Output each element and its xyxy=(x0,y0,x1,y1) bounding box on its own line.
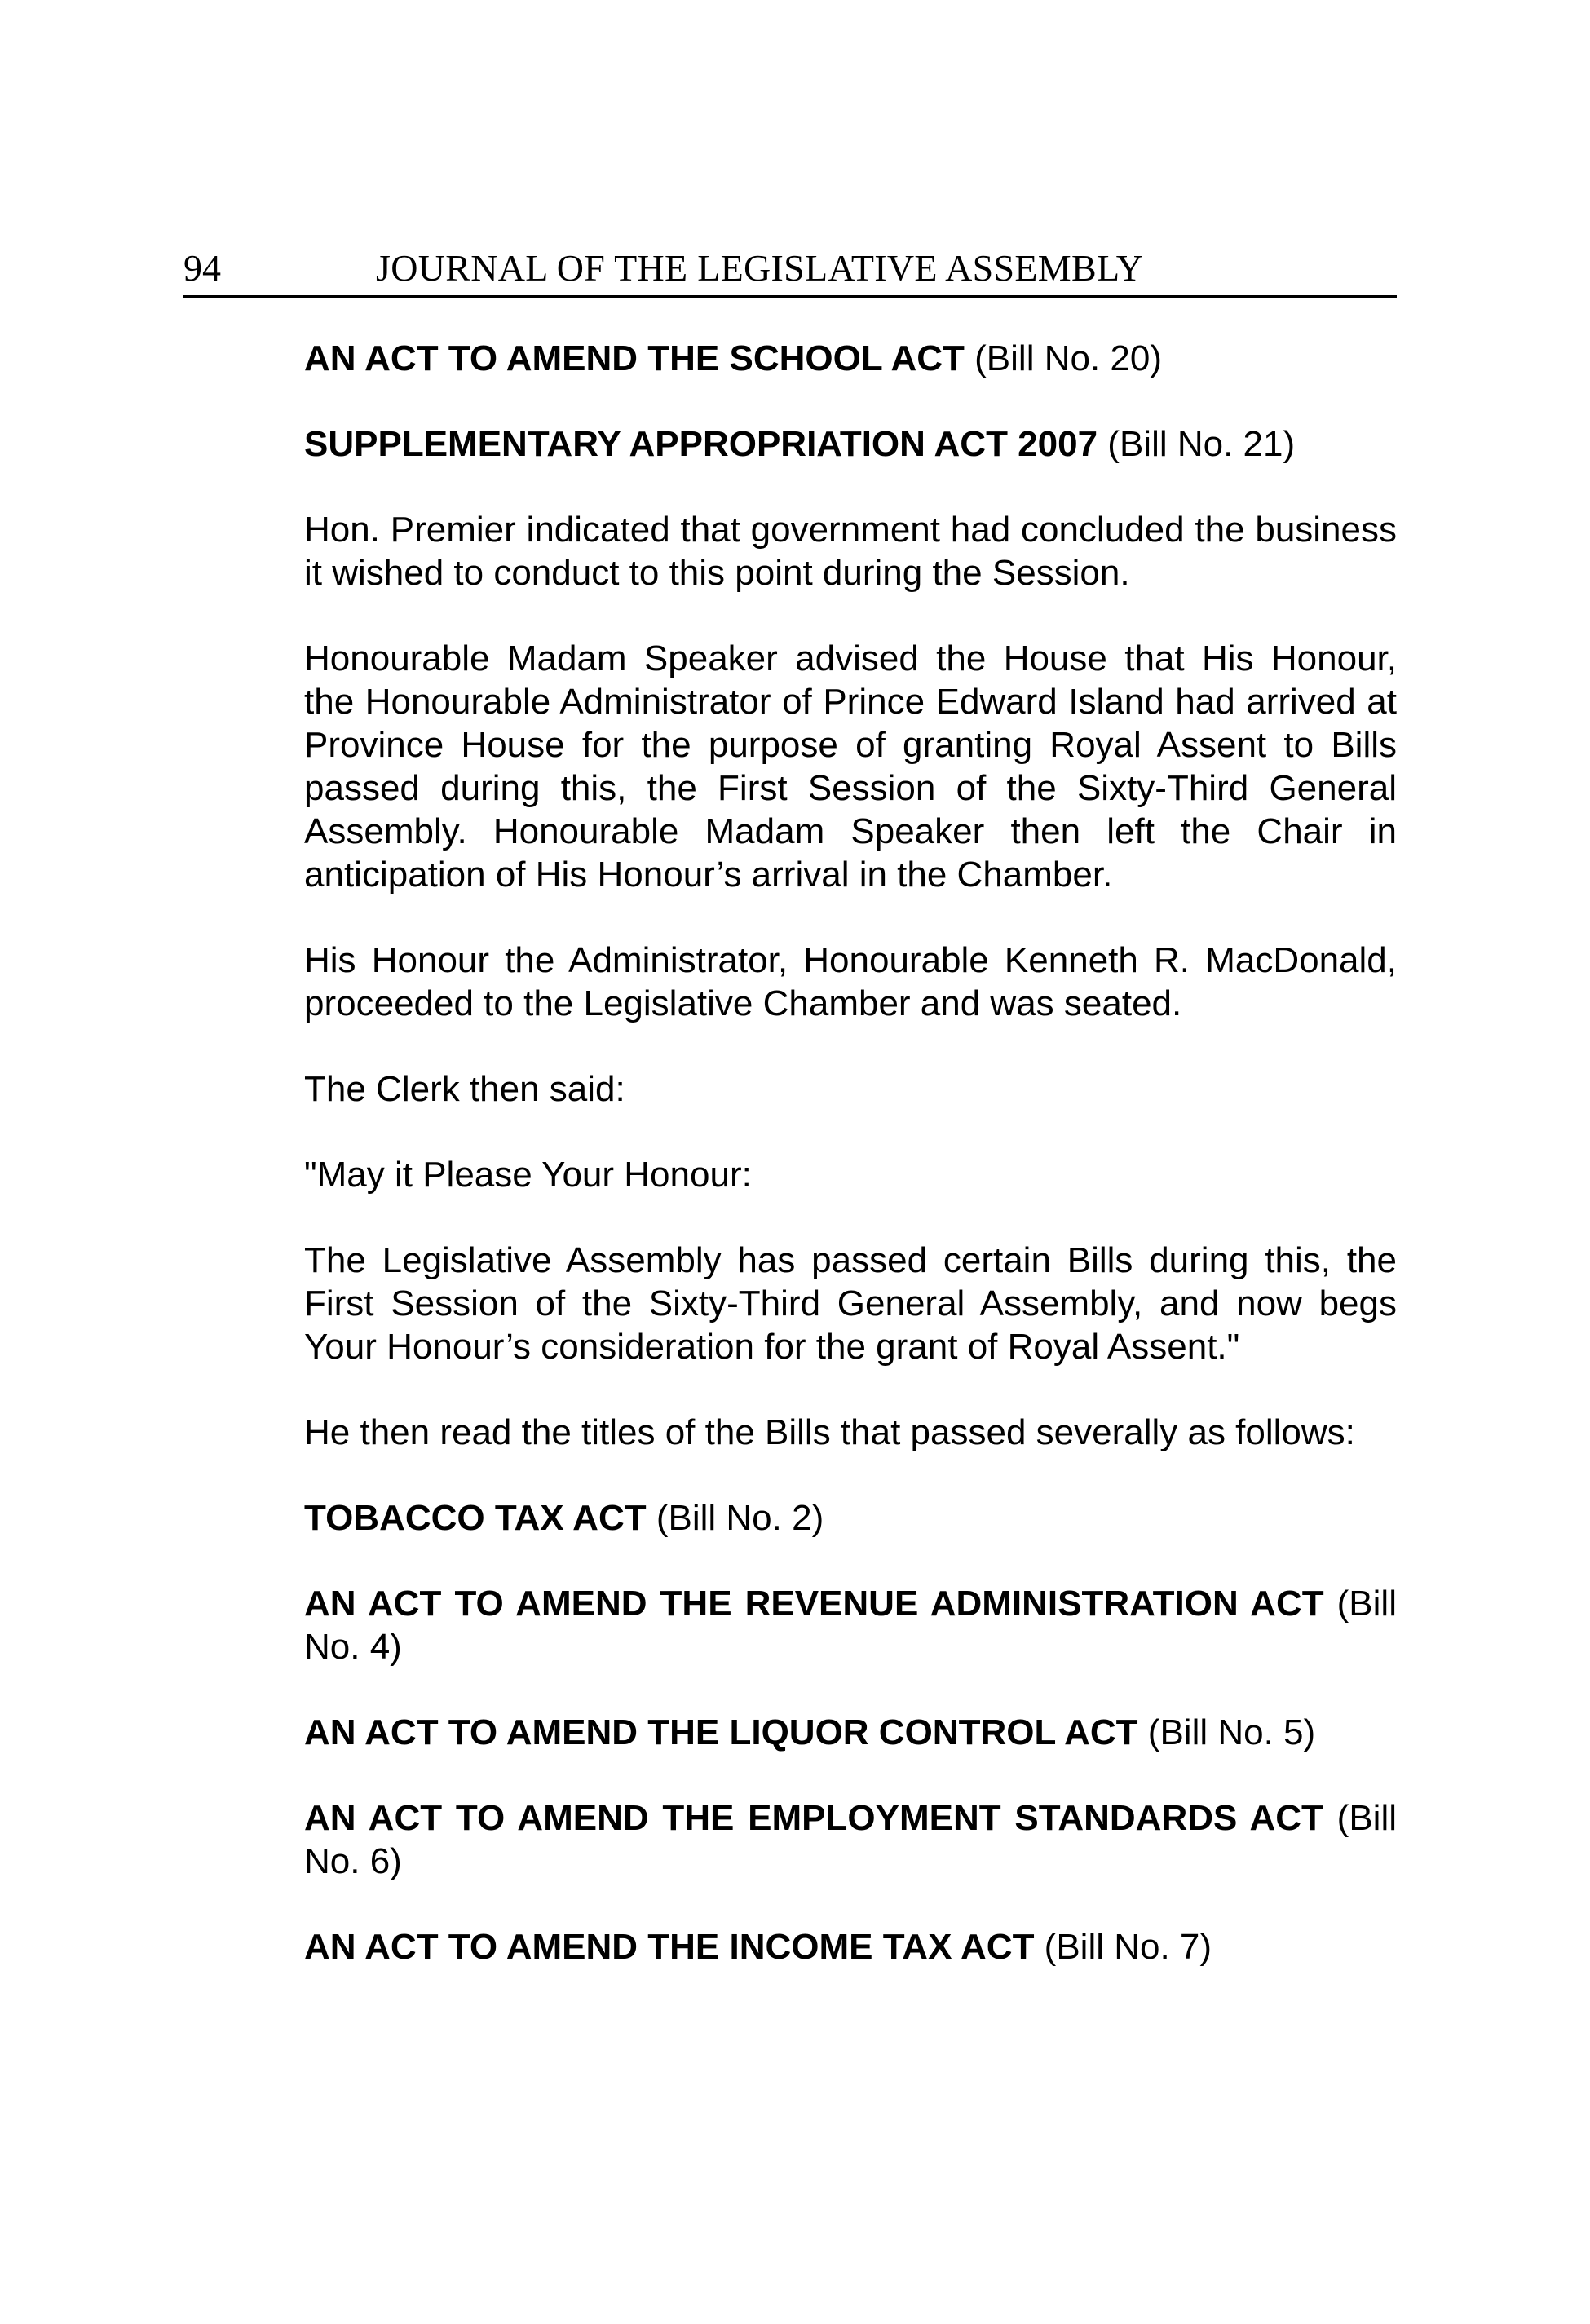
page-number: 94 xyxy=(183,247,221,289)
bill-number: (Bill No. 20) xyxy=(964,338,1162,378)
bill-number: (Bill No. 4) xyxy=(304,1584,1397,1667)
bill-title: AN ACT TO AMEND THE LIQUOR CONTROL ACT xyxy=(304,1712,1138,1752)
bill-number: (Bill No. 21) xyxy=(1098,424,1296,464)
address-paragraph: "May it Please Your Honour: xyxy=(304,1155,752,1195)
administrator-paragraph: His Honour the Administrator, Honourable Kenneth R. MacDonald, proceeded to the Legislative Chamber and was seated. xyxy=(304,940,1397,1023)
bill-title: AN ACT TO AMEND THE INCOME TAX ACT xyxy=(304,1927,1035,1967)
bill-title: TOBACCO TAX ACT xyxy=(304,1498,647,1538)
bill-title: SUPPLEMENTARY APPROPRIATION ACT 2007 xyxy=(304,424,1098,464)
bill-title: AN ACT TO AMEND THE REVENUE ADMINISTRATION ACT xyxy=(304,1584,1324,1624)
clerk-paragraph: The Clerk then said: xyxy=(304,1069,625,1109)
bill-entry xyxy=(304,1496,1397,1540)
bill-number: (Bill No. 6) xyxy=(304,1798,1397,1881)
assembly-paragraph: The Legislative Assembly has passed certain Bills during this, the First Session of the Sixty-Third General Assembly, and now begs Your Honour’s consideration for the grant of Royal Assent." xyxy=(304,1240,1397,1367)
bill-entry xyxy=(304,1925,1397,1968)
bill-number: (Bill No. 7) xyxy=(1034,1927,1212,1967)
bill-entry xyxy=(304,422,1397,466)
running-title: JOURNAL OF THE LEGISLATIVE ASSEMBLY xyxy=(376,247,1144,289)
bill-number: (Bill No. 2) xyxy=(646,1498,824,1538)
bill-entry xyxy=(304,1711,1397,1754)
page-header xyxy=(183,245,1397,298)
bill-entry xyxy=(304,1582,1397,1668)
bill-number: (Bill No. 5) xyxy=(1137,1712,1316,1752)
journal-body xyxy=(304,337,1397,2011)
bill-title: AN ACT TO AMEND THE EMPLOYMENT STANDARDS ACT xyxy=(304,1798,1323,1838)
speaker-paragraph: Honourable Madam Speaker advised the House that His Honour, the Honourable Administrator of Prince Edward Island had arrived at Province House for the purpose of granting Royal Assent to Bills passed during this, the First Session of the Sixty-Third General Assembly. Honourable Madam Speaker then left the Chair in anticipation of His Honour’s arrival in the Chamber. xyxy=(304,638,1397,895)
premier-paragraph: Hon. Premier indicated that government had concluded the business it wished to conduct to this point during the Session. xyxy=(304,510,1397,593)
bill-entry xyxy=(304,337,1397,380)
titles-read-paragraph: He then read the titles of the Bills that passed severally as follows: xyxy=(304,1412,1355,1452)
bill-entry xyxy=(304,1796,1397,1883)
bill-title: AN ACT TO AMEND THE SCHOOL ACT xyxy=(304,338,965,378)
